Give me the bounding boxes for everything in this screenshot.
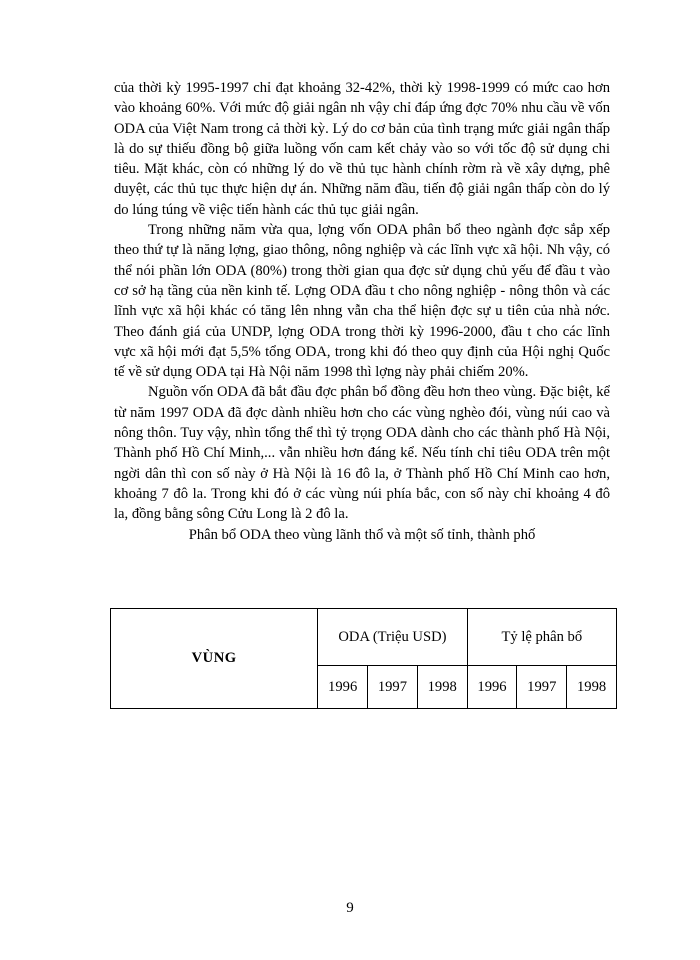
header-oda-group: ODA (Triệu USD) <box>318 609 467 666</box>
table-header-row <box>111 609 617 666</box>
header-region: VÙNG <box>111 609 318 709</box>
oda-table-container <box>110 608 617 709</box>
body-text <box>114 78 610 545</box>
paragraph-2: Trong những năm vừa qua, lợng vốn ODA phân bổ theo ngành đợc sắp xếp theo thứ tự là năng lợng, giao thông, nông nghiệp và các lĩnh vực xã hội. Nh vậy, có thể nói phần lớn ODA (80%) trong thời gian qua đợc sử dụng chủ yếu để đầu t vào cơ sở hạ tầng của nền kinh tế. Lợng ODA đầu t cho nông nghiệp - nông thôn và các lĩnh vực xã hội khác có tăng lên nhng vẫn cha thể hiện đợc sự u tiên của nhà nớc. Theo đánh giá của UNDP, lợng ODA trong thời kỳ 1996-2000, đầu t cho các lĩnh vực xã hội mới đạt 5,5% tổng ODA, trong khi đó theo quy định của Hội nghị Quốc tế về sử dụng ODA tại Hà Nội năm 1998 thì lợng này phải chiếm 20%. <box>114 222 610 381</box>
table-caption: Phân bổ ODA theo vùng lãnh thổ và một số tỉnh, thành phố <box>188 526 536 543</box>
year-cell: 1998 <box>417 666 467 709</box>
paragraph-3: Nguồn vốn ODA đã bắt đầu đợc phân bổ đồng đều hơn theo vùng. Đặc biệt, kể từ năm 1997 ODA đã đợc dành nhiều hơn cho các vùng nghèo đói, vùng núi cao và nông thôn. Tuy vậy, nhìn tổng thể thì tỷ trọng ODA dành cho các thành phố Hà Nội, Thành phố Hồ Chí Minh,... vẫn nhiều hơn đáng kể. Nếu tính chỉ tiêu ODA trên một ngời dân thì con số này ở Hà Nội là 16 đô la, ở Thành phố Hồ Chí Minh cao hơn, khoảng 7 đô la. Trong khi đó ở các vùng núi phía bắc, con số này chỉ khoảng 4 đô la, đồng bằng sông Cửu Long là 2 đô la. <box>114 384 610 523</box>
year-cell: 1996 <box>467 666 517 709</box>
page-number: 9 <box>346 900 354 916</box>
year-cell: 1997 <box>368 666 418 709</box>
year-cell: 1997 <box>517 666 567 709</box>
paragraph-1: của thời kỳ 1995-1997 chỉ đạt khoảng 32-42%, thời kỳ 1998-1999 có mức cao hơn vào khoảng 60%. Với mức độ giải ngân nh vậy chỉ đáp ứng đợc 70% nhu cầu về vốn ODA của Việt Nam trong cả thời kỳ. Lý do cơ bản của tình trạng mức giải ngân thấp là do sự thiếu đồng bộ giữa luồng vốn cam kết chảy vào so với tốc độ sử dụng chi tiêu. Mặt khác, còn có những lý do về thủ tục hành chính rờm rà về xây dựng, phê duyệt, các thủ tục thực hiện dự án. Những năm đầu, tiến độ giải ngân thấp còn do lý do lúng túng về việc tiến hành các thủ tục giải ngân. <box>114 80 610 218</box>
header-ratio-group: Tỷ lệ phân bổ <box>467 609 616 666</box>
year-cell: 1996 <box>318 666 368 709</box>
year-cell: 1998 <box>567 666 617 709</box>
oda-table <box>110 608 617 709</box>
